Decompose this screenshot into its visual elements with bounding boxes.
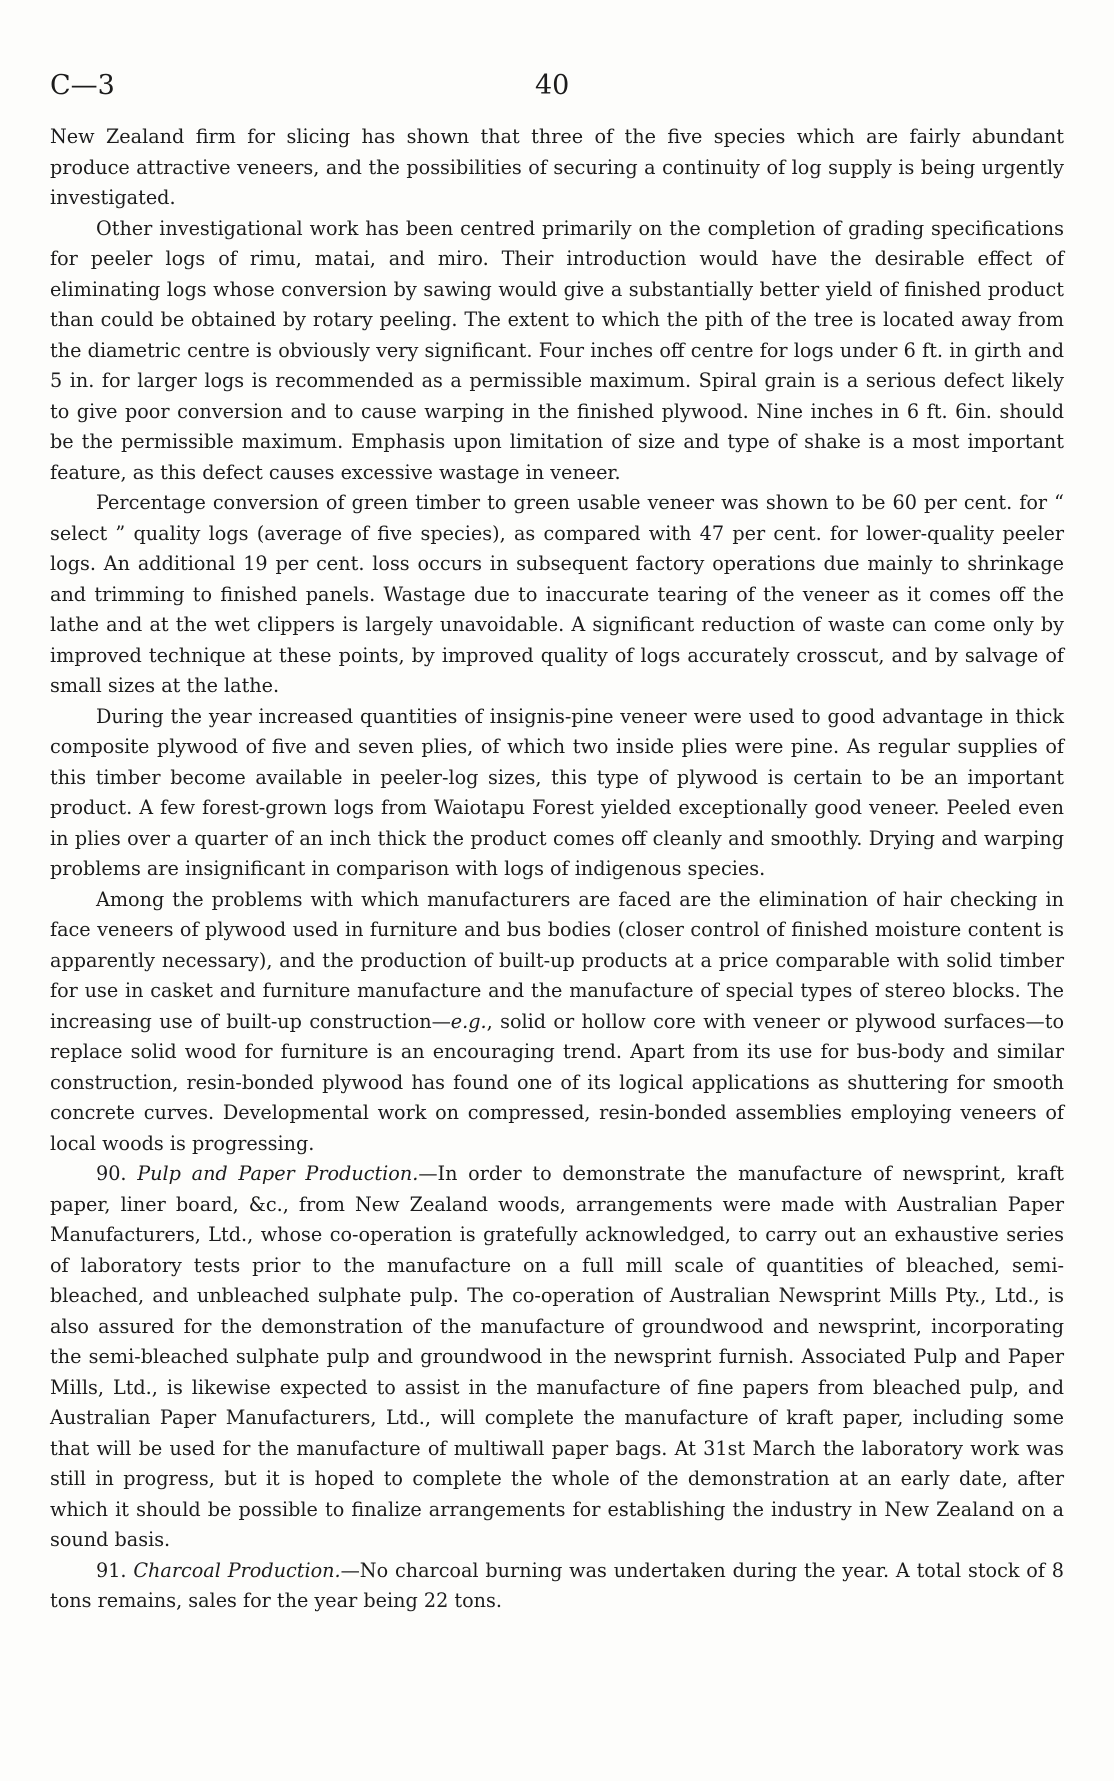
page-number: 40 bbox=[535, 70, 570, 101]
section-text: —No charcoal burning was undertaken during the year. A total stock of 8 tons remains, sales for the year being 22 tons. bbox=[50, 1558, 1064, 1612]
page-header bbox=[50, 70, 1064, 110]
section-number: 91. bbox=[96, 1558, 134, 1582]
paragraph-manufacturer-problems bbox=[50, 885, 1064, 1160]
section-90-pulp-paper bbox=[50, 1159, 1064, 1556]
paragraph-grading-specifications: Other investigational work has been centred primarily on the completion of grading specifications for peeler logs of rimu, matai, and miro. Their introduction would have the desirable effect of eliminating logs whose conversion by sawing would give a substantially better yield of finished product than could be obtained by rotary peeling. The extent to which the pith of the tree is located away from the diametric centre is obviously very significant. Four inches off centre for logs under 6 ft. in girth and 5 in. for larger logs is recommended as a permissible maximum. Spiral grain is a serious defect likely to give poor conversion and to cause warping in the finished plywood. Nine inches in 6 ft. 6in. should be the permissible maximum. Emphasis upon limitation of size and type of shake is a most important feature, as this defect causes excessive wastage in veneer. bbox=[50, 216, 1064, 484]
document-code: C—3 bbox=[50, 70, 115, 101]
paragraph-percentage-conversion: Percentage conversion of green timber to green usable veneer was shown to be 60 per cent. for “ select ” quality logs (average of five species), as compared with 47 per cent. for lower-quality peeler logs. An additional 19 per cent. loss occurs in subsequent factory operations due mainly to shrinkage and trimming to finished panels. Wastage due to inaccurate tearing of the veneer as it comes off the lathe and at the wet clippers is largely unavoidable. A significant reduction of waste can come only by improved technique at these points, by improved quality of logs accurately crosscut, and by salvage of small sizes at the lathe. bbox=[50, 491, 1064, 697]
paragraph-continuation: New Zealand firm for slicing has shown that three of the five species which are fairly abundant produce attractive veneers, and the possibilities of securing a continuity of log supply is being urgently investigated. bbox=[50, 125, 1064, 209]
page-body bbox=[50, 122, 1064, 1617]
paragraph-text: , solid or hollow core with veneer or plywood surfaces—to replace solid wood for furniture is an encouraging trend. Apart from its use for bus-body and similar construction, resin-bonded plywood has found one of its logical applications as shuttering for smooth concrete curves. Developmental work on compressed, resin-bonded assemblies employing veneers of local woods is progressing. bbox=[50, 1009, 1064, 1155]
eg-abbreviation: e.g. bbox=[450, 1009, 487, 1033]
section-number: 90. bbox=[96, 1162, 138, 1185]
paragraph-insignis-pine: During the year increased quantities of insignis-pine veneer were used to good advantage in thick composite plywood of five and seven plies, of which two inside plies were pine. As regular supplies of this timber become available in peeler-log sizes, this type of plywood is certain to be an important product. A few forest-grown logs from Waiotapu Forest yielded exceptionally good veneer. Peeled even in plies over a quarter of an inch thick the product comes off cleanly and smoothly. Drying and warping problems are insignificant in comparison with logs of indigenous species. bbox=[50, 704, 1064, 880]
section-title: Charcoal Production. bbox=[133, 1558, 341, 1582]
paragraph-text: Among the problems with which manufacturers are faced are the elimination of hair checking in face veneers of plywood used in furniture and bus bodies (closer control of finished moisture content is apparently necessary), and the production of built-up products at a price comparable with solid timber for use in casket and furniture manufacture and the manufacture of special types of stereo blocks. The increasing use of built-up construction— bbox=[50, 887, 1064, 1033]
section-text: —In order to demonstrate the manufacture of newsprint, kraft paper, liner board, &c., from New Zealand woods, arrangements were made with Australian Paper Manufacturers, Ltd., whose co-operation is gratefully acknowledged, to carry out an exhaustive series of laboratory tests prior to the manufacture on a full mill scale of quantities of bleached, semi-bleached, and unbleached sulphate pulp. The co-operation of Australian Newsprint Mills Pty., Ltd., is also assured for the demonstration of the manufacture of groundwood and newsprint, incorporating the semi-bleached sulphate pulp and groundwood in the newsprint furnish. Associated Pulp and Paper Mills, Ltd., is likewise expected to assist in the manufacture of fine papers from bleached pulp, and Australian Paper Manufacturers, Ltd., will complete the manufacture of kraft paper, including some that will be used for the manufacture of multiwall paper bags. At 31st March the laboratory work was still in progress, but it is hoped to complete the whole of the demonstration at an early date, after which it should be possible to finalize arrangements for establishing the industry in New Zealand on a sound basis. bbox=[50, 1162, 1064, 1551]
section-title: Pulp and Paper Production. bbox=[137, 1162, 419, 1185]
section-91-charcoal bbox=[50, 1556, 1064, 1617]
